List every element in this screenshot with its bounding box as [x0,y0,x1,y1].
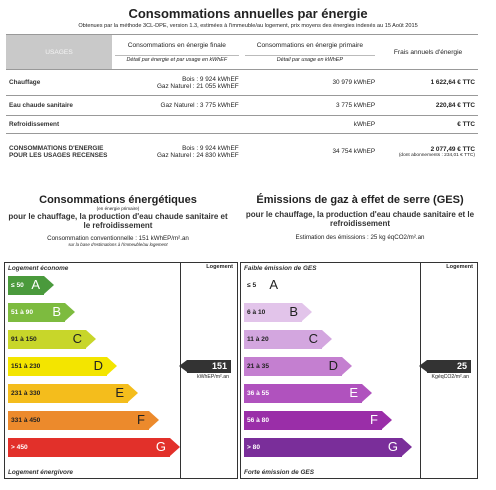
ges-class-letter: D [328,358,338,373]
ges-class-range: 56 à 80 [247,417,269,424]
energy-note: sur la base d'estimations à l'immeuble/au logement [68,242,168,247]
ges-class-e [244,384,362,403]
ges-class-d [244,357,342,376]
frais-note: (dont abonnements : 234,01 € TTC) [398,152,475,158]
energy-title: Consommations énergétiques [39,194,197,206]
row-frais [378,134,478,170]
energy-class-range: > 450 [11,444,28,451]
ges-current-unit: KgéqCO2/m².an [431,374,469,380]
consumption-table [6,34,478,170]
page-title: Consommations annuelles par énergie [128,6,368,21]
energy-current-value: 151 [211,361,227,371]
energy-class-arrow-tip [149,411,159,429]
energy-class-c [8,330,86,349]
energy-marker-arrow [179,360,187,372]
ges-class-range: 6 à 10 [247,309,266,316]
ges-class-arrow-tip [362,384,372,402]
row-label: Refroidissement [6,116,112,134]
ges-class-letter: E [349,385,358,400]
header-finale-sub: Détail par énergie et par usage en kWhEF [115,55,239,63]
energy-class-range: 51 à 90 [11,309,33,316]
energy-top-label: Logement économe [8,265,69,272]
energy-class-range: 91 à 150 [11,336,37,343]
energy-column-header: Logement [206,264,233,270]
row-frais: € TTC [378,116,478,134]
ges-current-value: 25 [456,361,467,371]
energy-current-unit: kWhEP/m².an [197,374,229,380]
ges-class-letter: A [269,277,278,292]
energy-label-box [4,262,238,479]
table-row [6,96,478,116]
ges-purpose: pour le chauffage, la production d'eau chaude sanitaire et le refroidissement [245,210,475,228]
row-finale [112,70,242,96]
energy-class-a [8,276,44,295]
ges-title: Émissions de gaz à effet de serre (GES) [256,194,464,206]
row-primaire: 30 979 kWhEP [242,70,378,96]
energy-class-letter: E [115,385,124,400]
energy-class-arrow-tip [128,384,138,402]
ges-header [240,194,480,241]
energy-class-g [8,438,170,457]
row-label: CONSOMMATIONS D'ENERGIE POUR LES USAGES RECENSES [6,134,112,170]
header-usages: USAGES [6,35,112,70]
energy-sub: (en énergie primaire) [96,206,140,211]
energy-current-value-marker [187,360,231,373]
energy-class-letter: D [93,358,103,373]
energy-class-range: 331 à 450 [11,417,41,424]
table-row [6,116,478,134]
header-finale-label: Consommations en énergie finale [127,41,226,49]
ges-class-range: > 80 [247,444,261,451]
row-finale [112,96,242,116]
energy-purpose: pour le chauffage, la production d'eau chaude sanitaire et le refroidissement [8,212,228,230]
energy-class-d [8,357,107,376]
ges-class-letter: G [387,439,398,454]
finale-line: Gaz Naturel : 21 055 kWhEF [156,82,239,90]
energy-class-letter: G [155,439,166,454]
energy-class-letter: F [137,412,145,427]
energy-class-f [8,411,149,430]
ges-class-arrow-tip [342,357,352,375]
energy-header [6,194,230,247]
ges-class-range: ≤ 5 [247,282,257,289]
ges-class-g [244,438,402,457]
table-row [6,70,478,96]
energy-class-letter: A [31,277,40,292]
energy-class-arrow-tip [65,303,75,321]
ges-class-letter: C [308,331,318,346]
energy-class-arrow-tip [44,276,54,294]
energy-class-range: 231 à 330 [11,390,41,397]
ges-bottom-label: Forte émission de GES [244,469,314,476]
finale-line: Bois : 9 924 kWhEF [182,75,239,83]
ges-class-letter: B [289,304,298,319]
page-subtitle: Obtenues par la méthode 3CL-DPE, version 1.3, estimées à l'immeuble/au logement, prix moyens des énergies indexés au 15 Août 2015 [78,23,418,29]
energy-class-arrow-tip [170,438,180,456]
table-row [6,134,478,170]
energy-class-b [8,303,65,322]
energy-class-range: 151 à 230 [11,363,41,370]
header-primaire-label: Consommations en énergie primaire [256,41,364,49]
energy-class-e [8,384,128,403]
finale-line: Gaz Naturel : 3 775 kWhEF [160,102,239,109]
ges-class-arrow-tip [302,303,312,321]
ges-class-arrow-tip [402,438,412,456]
ges-class-letter: F [370,412,378,427]
header-finale [112,35,242,70]
row-primaire: kWhEP [242,116,378,134]
ges-value-text: Estimation des émissions : 25 kg éqCO2/m².an [295,234,425,241]
ges-label-box [240,262,478,479]
ges-current-value-marker [427,360,471,373]
ges-column-header: Logement [446,264,473,270]
finale-line: Bois : 9 924 kWhEF [182,144,239,152]
header-frais: Frais annuels d'énergie [378,35,478,70]
ges-class-a [244,276,282,295]
header-primaire-sub: Détail par usage en kWhEP [245,55,375,63]
energy-class-letter: B [52,304,61,319]
table-header-row [6,35,478,70]
frais-total: 2 077,49 € TTC [430,145,475,153]
ges-class-f [244,411,382,430]
finale-line: Gaz Naturel : 24 830 kWhEF [156,151,239,159]
energy-class-letter: C [72,331,82,346]
row-finale [112,116,242,134]
row-label: Eau chaude sanitaire [6,96,112,116]
row-primaire: 3 775 kWhEP [242,96,378,116]
ges-class-c [244,330,322,349]
ges-class-range: 11 à 20 [247,336,269,343]
energy-bottom-label: Logement énergivore [8,469,73,476]
ges-class-b [244,303,302,322]
ges-class-range: 21 à 35 [247,363,269,370]
energy-class-arrow-tip [86,330,96,348]
row-frais: 1 622,64 € TTC [378,70,478,96]
energy-value-text: Consommation conventionnelle : 151 kWhEP/m².an [47,235,189,242]
row-label: Chauffage [6,70,112,96]
energy-class-arrow-tip [107,357,117,375]
ges-class-arrow-tip [322,330,332,348]
ges-class-arrow-tip [282,276,292,294]
ges-class-arrow-tip [382,411,392,429]
row-frais: 220,84 € TTC [378,96,478,116]
row-finale [112,134,242,170]
ges-top-label: Faible émission de GES [244,265,317,272]
ges-class-range: 36 à 55 [247,390,269,397]
energy-class-range: ≤ 50 [11,282,24,289]
row-primaire: 34 754 kWhEP [242,134,378,170]
header-primaire [242,35,378,70]
ges-marker-arrow [419,360,427,372]
